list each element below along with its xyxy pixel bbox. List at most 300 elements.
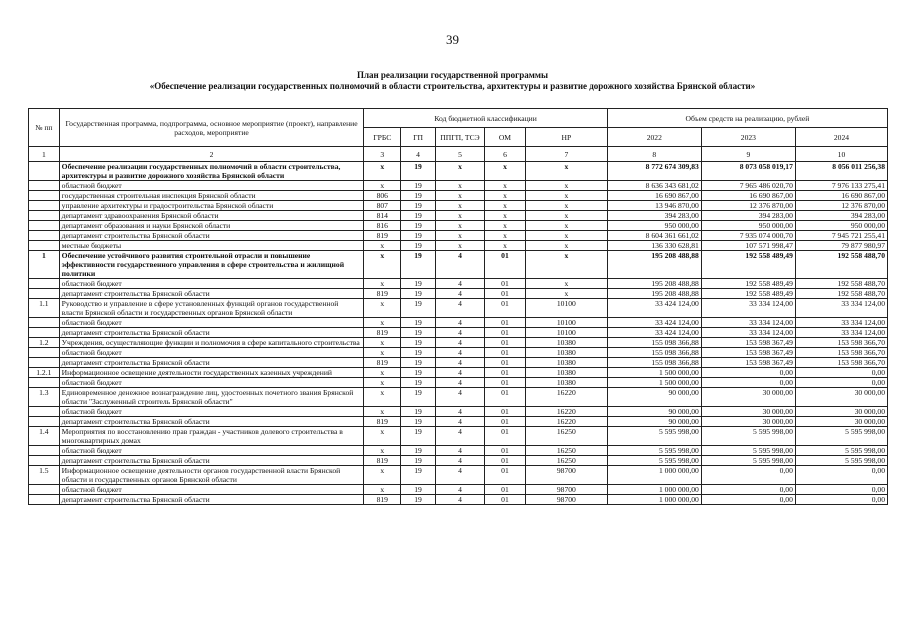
table-row [29,181,888,191]
row-value-2023: 30 000,00 [701,417,795,427]
row-grbs: х [364,162,401,181]
header-2024: 2024 [795,128,887,147]
row-om: х [485,241,526,251]
table-row [29,446,888,456]
row-value-2022: 90 000,00 [607,388,701,407]
row-value-2023: 0,00 [701,485,795,495]
row-value-2022: 195 208 488,88 [607,251,701,279]
title-line-2: «Обеспечение реализации государственных полномочий в области строительства, архитектуры и развитие дорожного хозяйства Брянской области» [149,81,756,91]
table-row [29,221,888,231]
row-name: областной бюджет [59,485,364,495]
row-npgp: 4 [435,495,484,505]
row-value-2024: 33 334 124,00 [795,328,887,338]
row-nr: 16250 [525,446,607,456]
row-name: департамент строительства Брянской области [59,456,364,466]
table-row [29,485,888,495]
row-name: департамент строительства Брянской области [59,289,364,299]
row-om: 01 [485,407,526,417]
row-value-2023: 0,00 [701,368,795,378]
row-grbs: 819 [364,358,401,368]
table-row [29,348,888,358]
row-name: областной бюджет [59,181,364,191]
row-gp: 19 [401,231,436,241]
col-number: 5 [435,147,484,162]
row-npgp: 4 [435,368,484,378]
row-grbs: 814 [364,211,401,221]
row-om: 01 [485,328,526,338]
row-value-2022: 195 208 488,88 [607,279,701,289]
row-nr: 10380 [525,358,607,368]
row-grbs: 819 [364,456,401,466]
col-number: 6 [485,147,526,162]
row-gp: 19 [401,211,436,221]
row-nr: 16250 [525,427,607,446]
row-nr: х [525,289,607,299]
row-npgp: 4 [435,348,484,358]
row-value-2023: 0,00 [701,378,795,388]
row-value-2022: 16 690 867,00 [607,191,701,201]
plan-table [28,108,888,505]
row-num [29,181,60,191]
row-value-2024: 33 334 124,00 [795,318,887,328]
row-npgp: 4 [435,328,484,338]
row-grbs: 819 [364,495,401,505]
row-nr: 98700 [525,495,607,505]
row-value-2022: 195 208 488,88 [607,289,701,299]
row-num [29,456,60,466]
row-num [29,358,60,368]
row-npgp: х [435,221,484,231]
row-gp: 19 [401,358,436,368]
row-om: 01 [485,427,526,446]
row-value-2023: 153 598 367,49 [701,338,795,348]
row-num [29,201,60,211]
row-om: х [485,191,526,201]
row-om: х [485,211,526,221]
row-value-2022: 1 000 000,00 [607,495,701,505]
row-value-2023: 0,00 [701,495,795,505]
row-value-2022: 8 772 674 309,83 [607,162,701,181]
row-npgp: 4 [435,388,484,407]
row-value-2023: 0,00 [701,466,795,485]
row-value-2023: 153 598 367,49 [701,358,795,368]
row-value-2024: 12 376 870,00 [795,201,887,211]
row-npgp: х [435,211,484,221]
col-number: 9 [701,147,795,162]
row-npgp: 4 [435,485,484,495]
row-nr: 16220 [525,417,607,427]
row-grbs: х [364,299,401,318]
row-value-2024: 153 598 366,70 [795,348,887,358]
row-grbs: 819 [364,328,401,338]
table-row [29,417,888,427]
row-grbs: 816 [364,221,401,231]
row-value-2024: 192 558 488,70 [795,251,887,279]
table-row [29,251,888,279]
row-gp: 19 [401,378,436,388]
row-grbs: 819 [364,231,401,241]
row-om: 01 [485,299,526,318]
row-gp: 19 [401,407,436,417]
row-nr: 10380 [525,378,607,388]
row-om: х [485,201,526,211]
row-value-2023: 7 965 486 020,70 [701,181,795,191]
row-grbs: х [364,388,401,407]
row-om: х [485,162,526,181]
row-value-2022: 155 098 366,88 [607,348,701,358]
row-nr: 16220 [525,388,607,407]
table-row [29,231,888,241]
row-nr: 10380 [525,348,607,358]
row-grbs: 807 [364,201,401,211]
table-row [29,466,888,485]
row-nr: х [525,191,607,201]
row-npgp: х [435,162,484,181]
row-grbs: х [364,279,401,289]
row-nr: 10380 [525,338,607,348]
row-value-2024: 5 595 998,00 [795,446,887,456]
row-npgp: х [435,191,484,201]
col-number: 2 [59,147,364,162]
row-gp: 19 [401,318,436,328]
row-gp: 19 [401,241,436,251]
row-value-2023: 7 935 074 000,70 [701,231,795,241]
row-num [29,162,60,181]
row-nr: х [525,201,607,211]
table-row [29,338,888,348]
page-number: 39 [446,32,459,47]
row-value-2024: 30 000,00 [795,388,887,407]
row-name: Обеспечение устойчивого развития строительной отрасли и повышение эффективности государственного управления в сфере строительства и жилищной политики [59,251,364,279]
row-value-2022: 136 330 628,81 [607,241,701,251]
row-name: областной бюджет [59,446,364,456]
table-row [29,427,888,446]
row-num [29,417,60,427]
row-grbs: х [364,318,401,328]
row-npgp: х [435,201,484,211]
row-om: 01 [485,495,526,505]
row-value-2024: 0,00 [795,485,887,495]
row-value-2023: 8 073 058 019,17 [701,162,795,181]
row-num [29,289,60,299]
row-gp: 19 [401,388,436,407]
row-om: 01 [485,446,526,456]
row-gp: 19 [401,368,436,378]
row-value-2022: 1 500 000,00 [607,378,701,388]
row-value-2023: 12 376 870,00 [701,201,795,211]
row-name: департамент строительства Брянской области [59,358,364,368]
row-num [29,318,60,328]
row-num [29,348,60,358]
row-npgp: 4 [435,456,484,466]
row-grbs: х [364,368,401,378]
row-value-2022: 33 424 124,00 [607,299,701,318]
header-kbk: Код бюджетной классификации [364,109,607,128]
row-value-2023: 33 334 124,00 [701,328,795,338]
row-grbs: х [364,348,401,358]
row-om: 01 [485,456,526,466]
row-value-2022: 90 000,00 [607,407,701,417]
row-value-2022: 155 098 366,88 [607,358,701,368]
row-value-2024: 153 598 366,70 [795,358,887,368]
table-row [29,299,888,318]
row-value-2024: 33 334 124,00 [795,299,887,318]
row-nr: 10100 [525,299,607,318]
table-row [29,162,888,181]
row-gp: 19 [401,446,436,456]
col-number: 3 [364,147,401,162]
row-value-2023: 16 690 867,00 [701,191,795,201]
row-value-2023: 192 558 489,49 [701,279,795,289]
row-value-2024: 192 558 488,70 [795,279,887,289]
row-name: Мероприятия по восстановлению прав граждан - участников долевого строительства в многоквартирных домах [59,427,364,446]
row-value-2024: 950 000,00 [795,221,887,231]
row-npgp: 4 [435,427,484,446]
row-value-2024: 0,00 [795,495,887,505]
row-num: 1.5 [29,466,60,485]
row-num [29,279,60,289]
row-nr: х [525,241,607,251]
row-num [29,241,60,251]
row-npgp: 4 [435,279,484,289]
table-row [29,388,888,407]
row-value-2024: 0,00 [795,378,887,388]
header-2023: 2023 [701,128,795,147]
row-num [29,221,60,231]
row-grbs: 819 [364,417,401,427]
row-num: 1.1 [29,299,60,318]
row-nr: х [525,211,607,221]
row-nr: х [525,279,607,289]
row-npgp: х [435,241,484,251]
table-row [29,211,888,221]
row-value-2024: 192 558 488,70 [795,289,887,299]
column-numbers-row [29,147,888,162]
row-value-2022: 8 636 343 681,02 [607,181,701,191]
row-npgp: 4 [435,318,484,328]
row-name: областной бюджет [59,407,364,417]
row-grbs: 806 [364,191,401,201]
row-name: областной бюджет [59,279,364,289]
table-row [29,191,888,201]
row-gp: 19 [401,289,436,299]
row-num [29,231,60,241]
row-value-2022: 1 000 000,00 [607,466,701,485]
row-om: 01 [485,378,526,388]
row-gp: 19 [401,279,436,289]
row-npgp: 4 [435,358,484,368]
row-om: 01 [485,466,526,485]
table-row [29,328,888,338]
row-npgp: 4 [435,299,484,318]
row-value-2023: 950 000,00 [701,221,795,231]
row-gp: 19 [401,299,436,318]
header-2022: 2022 [607,128,701,147]
row-name: областной бюджет [59,378,364,388]
header-gp: ГП [401,128,436,147]
row-om: х [485,181,526,191]
row-gp: 19 [401,181,436,191]
row-name: областной бюджет [59,318,364,328]
row-value-2023: 5 595 998,00 [701,456,795,466]
row-om: х [485,231,526,241]
table-row [29,378,888,388]
row-value-2024: 0,00 [795,368,887,378]
header-num: № пп [29,109,60,147]
row-value-2024: 30 000,00 [795,417,887,427]
row-value-2022: 5 595 998,00 [607,427,701,446]
row-grbs: х [364,407,401,417]
row-value-2024: 7 976 133 275,41 [795,181,887,191]
table-row [29,318,888,328]
table-row [29,201,888,211]
row-grbs: х [364,181,401,191]
row-name: Руководство и управление в сфере установленных функций органов государственной власти Брянской области и государственных органов Брянской области [59,299,364,318]
row-nr: 98700 [525,485,607,495]
row-name: управление архитектуры и градостроительства Брянской области [59,201,364,211]
header-nr: НР [525,128,607,147]
row-gp: 19 [401,495,436,505]
col-number: 1 [29,147,60,162]
title-line-1: План реализации государственной программы [356,70,549,80]
row-num [29,446,60,456]
row-grbs: 819 [364,289,401,299]
row-num [29,485,60,495]
header-om: ОМ [485,128,526,147]
row-num: 1 [29,251,60,279]
row-om: 01 [485,368,526,378]
row-value-2023: 5 595 998,00 [701,446,795,456]
row-value-2022: 5 595 998,00 [607,456,701,466]
row-nr: 10100 [525,318,607,328]
row-om: х [485,221,526,231]
row-value-2024: 7 945 721 255,41 [795,231,887,241]
row-npgp: х [435,231,484,241]
row-value-2023: 30 000,00 [701,388,795,407]
col-number: 8 [607,147,701,162]
row-value-2022: 950 000,00 [607,221,701,231]
table-row [29,407,888,417]
row-name: областной бюджет [59,348,364,358]
row-name: департамент строительства Брянской области [59,328,364,338]
row-gp: 19 [401,328,436,338]
table-row [29,289,888,299]
row-nr: х [525,221,607,231]
row-om: 01 [485,289,526,299]
row-name: местные бюджеты [59,241,364,251]
row-name: департамент здравоохранения Брянской области [59,211,364,221]
row-npgp: 4 [435,417,484,427]
row-value-2022: 8 604 361 661,02 [607,231,701,241]
row-gp: 19 [401,456,436,466]
row-gp: 19 [401,221,436,231]
row-gp: 19 [401,338,436,348]
row-nr: 16250 [525,456,607,466]
row-om: 01 [485,388,526,407]
table-row [29,358,888,368]
row-gp: 19 [401,466,436,485]
row-nr: 98700 [525,466,607,485]
row-value-2022: 13 946 870,00 [607,201,701,211]
row-value-2024: 79 877 980,97 [795,241,887,251]
row-grbs: х [364,338,401,348]
row-name: государственная строительная инспекция Брянской области [59,191,364,201]
row-gp: 19 [401,162,436,181]
header-name: Государственная программа, подпрограмма, основное мероприятие (проект), направление расходов, мероприятие [59,109,364,147]
row-num: 1.2.1 [29,368,60,378]
row-grbs: х [364,427,401,446]
row-value-2022: 155 098 366,88 [607,338,701,348]
row-value-2023: 153 598 367,49 [701,348,795,358]
row-name: Информационное освещение деятельности органов государственной власти Брянской области и государственных органов Брянской области [59,466,364,485]
row-nr: 10100 [525,328,607,338]
row-grbs: х [364,241,401,251]
row-npgp: 4 [435,251,484,279]
row-gp: 19 [401,485,436,495]
row-om: 01 [485,338,526,348]
row-npgp: 4 [435,378,484,388]
row-nr: х [525,181,607,191]
row-npgp: 4 [435,407,484,417]
row-value-2023: 33 334 124,00 [701,318,795,328]
row-gp: 19 [401,251,436,279]
row-npgp: 4 [435,466,484,485]
row-nr: х [525,162,607,181]
header-grbs: ГРБС [364,128,401,147]
row-num: 1.2 [29,338,60,348]
table-row [29,495,888,505]
row-om: 01 [485,348,526,358]
col-number: 7 [525,147,607,162]
col-number: 10 [795,147,887,162]
row-name: департамент образования и науки Брянской области [59,221,364,231]
row-value-2023: 33 334 124,00 [701,299,795,318]
row-grbs: х [364,378,401,388]
row-grbs: х [364,466,401,485]
row-value-2024: 30 000,00 [795,407,887,417]
document-title [0,70,905,92]
row-value-2022: 394 283,00 [607,211,701,221]
header-npgp: ППГП, ТСЭ [435,128,484,147]
row-value-2024: 16 690 867,00 [795,191,887,201]
row-npgp: 4 [435,446,484,456]
row-gp: 19 [401,417,436,427]
row-nr: 16220 [525,407,607,417]
row-grbs: х [364,446,401,456]
row-om: 01 [485,279,526,289]
row-value-2024: 5 595 998,00 [795,427,887,446]
row-npgp: 4 [435,338,484,348]
row-num [29,328,60,338]
row-num [29,407,60,417]
row-value-2022: 90 000,00 [607,417,701,427]
row-value-2022: 5 595 998,00 [607,446,701,456]
row-value-2023: 5 595 998,00 [701,427,795,446]
row-npgp: х [435,181,484,191]
row-om: 01 [485,485,526,495]
table-row [29,368,888,378]
row-name: Обеспечение реализации государственных полномочий в области строительства, архитектуры и развитие дорожного хозяйства Брянской области [59,162,364,181]
row-value-2024: 0,00 [795,466,887,485]
row-value-2022: 1 500 000,00 [607,368,701,378]
row-value-2022: 1 000 000,00 [607,485,701,495]
row-name: Учреждения, осуществляющие функции и полномочия в сфере капитального строительства [59,338,364,348]
row-grbs: х [364,485,401,495]
row-name: Информационное освещение деятельности государственных казенных учреждений [59,368,364,378]
row-value-2023: 192 558 489,49 [701,251,795,279]
row-value-2024: 8 056 011 256,38 [795,162,887,181]
row-gp: 19 [401,427,436,446]
